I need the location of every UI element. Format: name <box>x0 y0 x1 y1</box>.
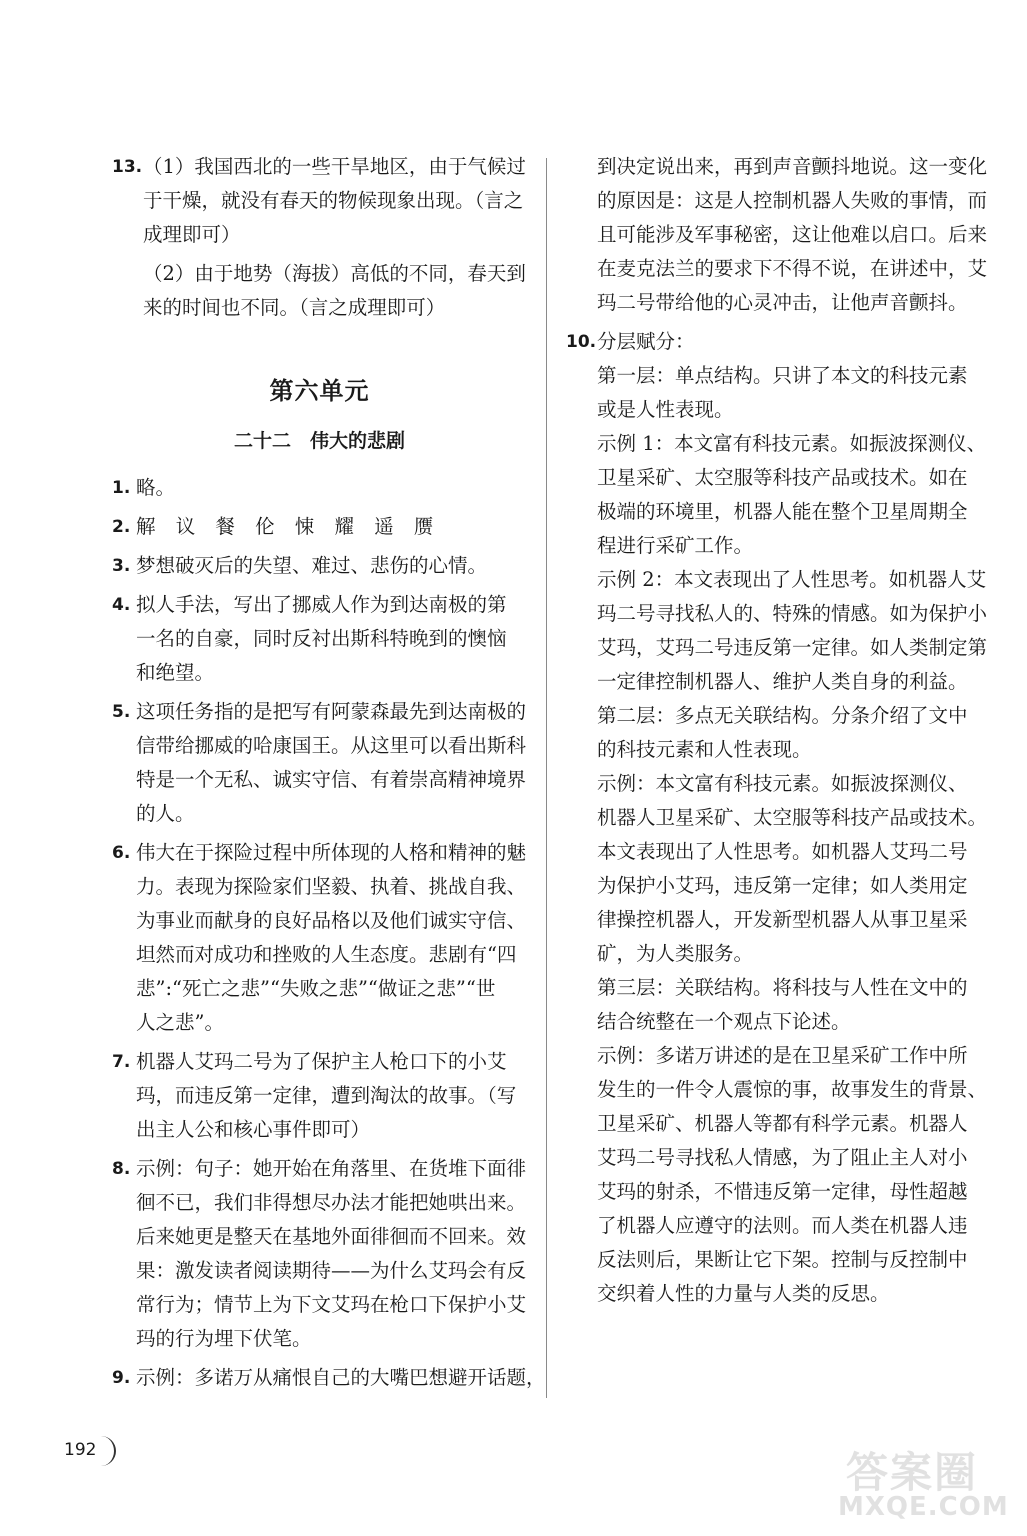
answer-line: 成理即可） <box>143 223 241 246</box>
answer-line: 矿，为人类服务。 <box>597 942 754 965</box>
answer-line: 艾玛的射杀，不惜违反第一定律，母性超越 <box>597 1180 968 1203</box>
answer-number: 13. <box>112 157 143 177</box>
answer-line: 梦想破灭后的失望、难过、悲伤的心情。 <box>136 554 488 577</box>
answer-line: 略。 <box>136 476 176 499</box>
answer-line: 解 议 餐 伦 悚 耀 遥 赝 <box>136 515 441 538</box>
answer-line: 徊不已，我们非得想尽办法才能把她哄出来。 <box>136 1191 527 1214</box>
watermark-logo <box>838 1440 1014 1524</box>
answer-7 <box>112 1045 527 1147</box>
answer-line: 艾玛，艾玛二号违反第一定律。如人类制定第 <box>597 636 988 659</box>
answer-3 <box>112 549 527 583</box>
answer-number: 9. <box>112 1368 131 1388</box>
answer-line: 果：激发读者阅读期待——为什么艾玛会有反 <box>136 1259 527 1282</box>
answer-line: 拟人手法，写出了挪威人作为到达南极的第 <box>136 593 507 616</box>
answer-line: 和绝望。 <box>136 661 215 684</box>
answer-9 <box>112 1361 546 1395</box>
answer-number: 8. <box>112 1159 131 1179</box>
answer-line: 机器人艾玛二号为了保护主人枪口下的小艾 <box>136 1050 507 1073</box>
unit-title: 第六单元 <box>269 377 370 405</box>
answer-line: 的原因是：这是人控制机器人失败的事情，而 <box>597 189 988 212</box>
answer-line: 后来她更是整天在基地外面徘徊而不回来。效 <box>136 1225 527 1248</box>
answer-number: 5. <box>112 702 131 722</box>
answer-5 <box>112 695 527 831</box>
answer-line: 的人。 <box>136 802 195 825</box>
answer-8 <box>112 1152 527 1356</box>
right-column <box>566 150 988 1311</box>
answer-number: 2. <box>112 517 131 537</box>
lesson-title: 二十二 伟大的悲剧 <box>233 430 405 452</box>
answer-line: 第二层：多点无关联结构。分条介绍了文中 <box>597 704 968 727</box>
answer-6 <box>112 836 527 1040</box>
answer-line: 第一层：单点结构。只讲了本文的科技元素 <box>597 364 968 387</box>
column-divider <box>546 158 547 1398</box>
answer-line: 玛二号带给他的心灵冲击，让他声音颤抖。 <box>597 291 968 314</box>
answer-line: 结合统整在一个观点下论述。 <box>597 1010 851 1033</box>
answer-line: 卫星采矿、太空服等科技产品或技术。如在 <box>597 466 968 489</box>
answer-line: 程进行采矿工作。 <box>597 534 754 557</box>
answer-number: 10. <box>566 332 597 352</box>
answer-2 <box>112 510 527 544</box>
answer-line: 的科技元素和人性表现。 <box>597 738 812 761</box>
watermark-text: 答案圈 <box>846 1448 979 1497</box>
answer-line: 人之悲”。 <box>136 1011 224 1034</box>
answer-line: 卫星采矿、机器人等都有科学元素。机器人 <box>597 1112 968 1135</box>
left-column <box>112 150 546 1395</box>
answer-line: 信带给挪威的哈康国王。从这里可以看出斯科 <box>136 734 527 757</box>
answer-line: 示例：本文富有科技元素。如振波探测仪、 <box>597 772 968 795</box>
answer-line: 示例 1：本文富有科技元素。如振波探测仪、 <box>597 432 987 455</box>
answer-4 <box>112 588 527 690</box>
answer-heading: 分层赋分： <box>597 330 695 353</box>
answer-line: 示例：多诺万讲述的是在卫星采矿工作中所 <box>597 1044 968 1067</box>
answer-line: 示例：多诺万从痛恨自己的大嘴巴想避开话题， <box>136 1366 546 1389</box>
answer-number: 1. <box>112 478 131 498</box>
answer-1 <box>112 471 527 505</box>
answer-line: 玛，而违反第一定律，遭到淘汰的故事。（写 <box>136 1084 517 1107</box>
answer-line: 示例：句子：她开始在角落里、在货堆下面徘 <box>136 1157 527 1180</box>
answer-line: 为事业而献身的良好品格以及他们诚实守信、 <box>136 909 527 932</box>
answer-line: 或是人性表现。 <box>597 398 734 421</box>
answer-line: 为保护小艾玛，违反第一定律；如人类用定 <box>597 874 968 897</box>
answer-line: 到决定说出来，再到声音颤抖地说。这一变化 <box>597 155 988 178</box>
answer-line: 艾玛二号寻找私人情感，为了阻止主人对小 <box>597 1146 968 1169</box>
answer-10 <box>566 325 988 1311</box>
answer-line: 了机器人应遵守的法则。而人类在机器人违 <box>597 1214 968 1237</box>
answer-line: 出主人公和核心事件即可） <box>136 1118 371 1141</box>
answer-line: 玛的行为埋下伏笔。 <box>136 1327 312 1350</box>
answer-line: 力。表现为探险家们坚毅、执着、挑战自我、 <box>136 875 527 898</box>
answer-line: 玛二号寻找私人的、特殊的情感。如为保护小 <box>597 602 988 625</box>
answer-line: 机器人卫星采矿、太空服等科技产品或技术。 <box>597 806 988 829</box>
answer-line: 常行为；情节上为下文艾玛在枪口下保护小艾 <box>136 1293 527 1316</box>
answer-line: 第三层：关联结构。将科技与人性在文中的 <box>597 976 968 999</box>
answer-13 <box>112 150 527 325</box>
page-number: 192 <box>64 1440 97 1460</box>
answer-line: 来的时间也不同。（言之成理即可） <box>143 296 446 319</box>
answer-line: 反法则后，果断让它下架。控制与反控制中 <box>597 1248 968 1271</box>
answer-line: 且可能涉及军事秘密，这让他难以启口。后来 <box>597 223 988 246</box>
answer-number: 3. <box>112 556 131 576</box>
answer-line: 示例 2：本文表现出了人性思考。如机器人艾 <box>597 568 987 591</box>
answer-line: 一定律控制机器人、维护人类自身的利益。 <box>597 670 968 693</box>
answer-line: 这项任务指的是把写有阿蒙森最先到达南极的 <box>136 700 527 723</box>
answer-9-continued <box>566 150 988 320</box>
answer-line: 伟大在于探险过程中所体现的人格和精神的魅 <box>136 841 527 864</box>
answer-line: （1）我国西北的一些干旱地区，由于气候过 <box>143 155 526 178</box>
answer-number: 7. <box>112 1052 131 1072</box>
answer-line: 极端的环境里，机器人能在整个卫星周期全 <box>597 500 968 523</box>
answer-line: 律操控机器人，开发新型机器人从事卫星采 <box>597 908 968 931</box>
answer-number: 4. <box>112 595 131 615</box>
answer-number: 6. <box>112 843 131 863</box>
answer-line: 特是一个无私、诚实守信、有着崇高精神境界 <box>136 768 527 791</box>
answer-line: 一名的自豪，同时反衬出斯科特晚到的懊恼 <box>136 627 507 650</box>
answer-line: 发生的一件令人震惊的事，故事发生的背景、 <box>597 1078 988 1101</box>
answer-line: 本文表现出了人性思考。如机器人艾玛二号 <box>597 840 968 863</box>
answer-line: 坦然而对成功和挫败的人生态度。悲剧有“四 <box>136 943 517 966</box>
answer-line: 在麦克法兰的要求下不得不说，在讲述中，艾 <box>597 257 988 280</box>
watermark-url: MXQE.COM <box>838 1492 1009 1522</box>
answer-line: 于干燥，就没有春天的物候现象出现。（言之 <box>143 189 524 212</box>
answer-line: 悲”:“死亡之悲”“失败之悲”“做证之悲”“世 <box>136 977 496 1000</box>
answer-line: 交织着人性的力量与人类的反思。 <box>597 1282 890 1305</box>
answer-line: （2）由于地势（海拔）高低的不同，春天到 <box>143 262 526 285</box>
